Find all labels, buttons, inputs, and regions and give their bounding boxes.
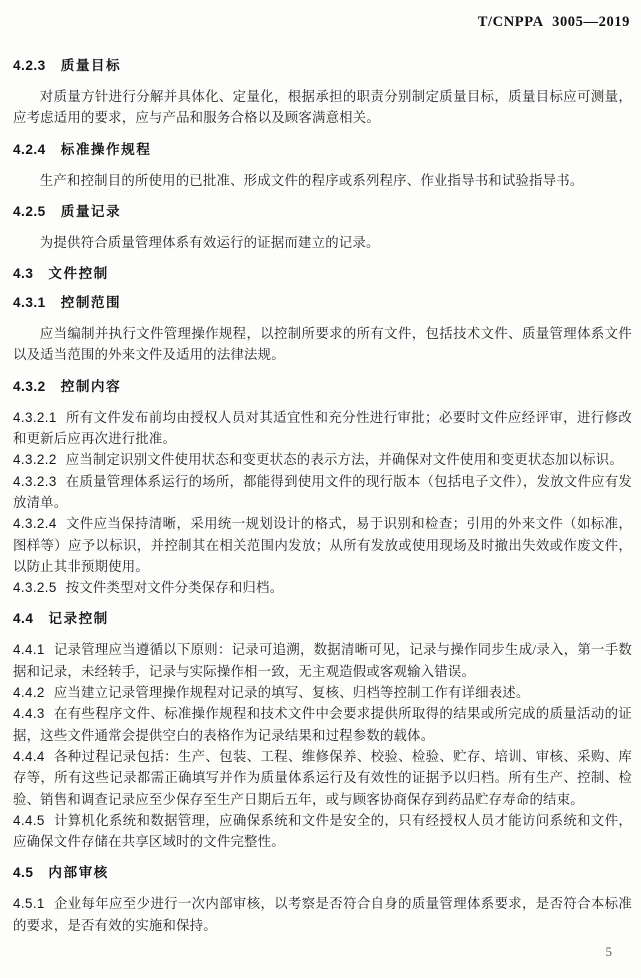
section-heading xyxy=(13,266,632,282)
section-title: 标准操作规程 xyxy=(60,141,152,157)
clause-number: 4.3.2.1 xyxy=(13,409,57,425)
clause-text: 按文件类型对文件分类保存和归档。 xyxy=(65,580,284,596)
section-title: 内部审核 xyxy=(48,865,109,881)
paragraph: 为提供符合质量管理体系有效运行的证据而建立的记录。 xyxy=(39,234,380,250)
clause-number: 4.4.3 xyxy=(13,706,45,722)
clause xyxy=(13,449,632,470)
clause-number: 4.3.2.2 xyxy=(13,452,57,468)
clause xyxy=(13,746,632,810)
section-heading xyxy=(13,379,632,395)
clause xyxy=(13,513,632,577)
clause-text: 文件应当保持清晰，采用统一规划设计的格式，易于识别和检查；引用的外来文件（如标准，图样等）应予以标识，并控制其在相关范围内发放；从所有发放或使用现场及时撤出失效或作废文件，以防止其非预期使用。 xyxy=(13,516,632,574)
page-number: 5 xyxy=(605,944,612,959)
paragraph: 生产和控制目的所使用的已批准、形成文件的程序或系列程序、作业指导书和试验指导书。 xyxy=(39,172,584,188)
clause-text: 所有文件发布前均由授权人员对其适宜性和充分性进行审批；必要时文件应经评审，进行修改和更新后应再次进行批准。 xyxy=(13,409,632,447)
section-title: 质量目标 xyxy=(60,58,122,73)
clause xyxy=(13,893,632,936)
section-heading xyxy=(13,204,632,220)
clause xyxy=(13,471,632,514)
clause-number: 4.4.5 xyxy=(13,812,45,828)
section-number: 4.3 xyxy=(13,266,34,282)
clause xyxy=(13,577,632,598)
section-number: 4.3.2 xyxy=(13,378,46,394)
section-number: 4.2.5 xyxy=(13,203,46,219)
clause xyxy=(13,682,632,703)
section-heading xyxy=(13,58,632,74)
section-heading xyxy=(13,865,632,881)
clause xyxy=(13,639,632,682)
section-title: 质量记录 xyxy=(60,203,122,219)
clause-number: 4.3.2.5 xyxy=(13,580,57,596)
clause-text: 在有些程序文件、标准操作规程和技术文件中会要求提供所取得的结果或所完成的质量活动的证据，这些文件通常会提供空白的表格作为记录结果和过程参数的载体。 xyxy=(13,706,632,743)
clause-text: 计算机化系统和数据管理，应确保系统和文件是安全的，只有经授权人员才能访问系统和文件，应确保文件存储在共享区域时的文件完整性。 xyxy=(13,812,632,850)
section-number: 4.2.3 xyxy=(13,58,46,73)
document-body xyxy=(13,31,632,936)
section-title: 控制内容 xyxy=(60,378,122,394)
clause-number: 4.4.1 xyxy=(13,642,45,658)
clause-text: 应当建立记录管理操作规程对记录的填写、复核、归档等控制工作有详细表述。 xyxy=(53,685,530,701)
section-number: 4.2.4 xyxy=(13,141,46,157)
section-number: 4.5 xyxy=(13,865,34,881)
clause-text: 在质量管理体系运行的场所，都能得到使用文件的现行版本（包括电子文件），发放文件应有发放清单。 xyxy=(13,473,632,510)
clause-text: 企业每年应至少进行一次内部审核，以考察是否符合自身的质量管理体系要求，是否符合本标准的要求，是否有效的实施和保持。 xyxy=(13,896,632,933)
document-code-header: T/CNPPA 3005—2019 xyxy=(477,14,630,30)
paragraph: 对质量方针进行分解并具体化、定量化，根据承担的职责分别制定质量目标，质量目标应可测量，应考虑适用的要求，应与产品和服务合格以及顾客满意相关。 xyxy=(13,89,632,126)
clause-text: 各种过程记录包括：生产、包装、工程、维修保养、校验、检验、贮存、培训、审核、采购、库存等，所有这些记录都需正确填写并作为质量体系运行及有效性的证据予以归档。所有生产、控制、检验、销售和调查记录应至少保存至生产日期后五年，或与顾客协商保存到药品贮存寿命的结束。 xyxy=(13,748,632,807)
section-number: 4.4 xyxy=(13,611,34,627)
clause xyxy=(13,703,632,746)
clause-number: 4.3.2.4 xyxy=(13,516,57,532)
clause xyxy=(13,407,632,450)
clause-text: 应当制定识别文件使用状态和变更状态的表示方法，并确保对文件使用和变更状态加以标识。 xyxy=(65,452,623,468)
section-heading xyxy=(13,142,632,158)
section-title: 控制范围 xyxy=(60,295,122,311)
paragraph: 应当编制并执行文件管理操作规程，以控制所要求的所有文件，包括技术文件、质量管理体系文件以及适当范围的外来文件及适用的法律法规。 xyxy=(13,326,632,363)
clause-text: 记录管理应当遵循以下原则：记录可追溯，数据清晰可见，记录与操作同步生成/录入，第一手数据和记录，未经转手，记录与实际操作相一致，无主观造假或客观输入错误。 xyxy=(13,642,632,679)
section-heading xyxy=(13,295,632,311)
section-title: 文件控制 xyxy=(48,266,109,282)
clause-number: 4.3.2.3 xyxy=(13,473,57,489)
section-heading xyxy=(13,611,632,627)
clause xyxy=(13,810,632,853)
section-title: 记录控制 xyxy=(48,611,109,627)
section-number: 4.3.1 xyxy=(13,295,46,311)
clause-number: 4.4.2 xyxy=(13,685,45,701)
clause-number: 4.4.4 xyxy=(13,748,45,764)
clause-number: 4.5.1 xyxy=(13,896,45,912)
